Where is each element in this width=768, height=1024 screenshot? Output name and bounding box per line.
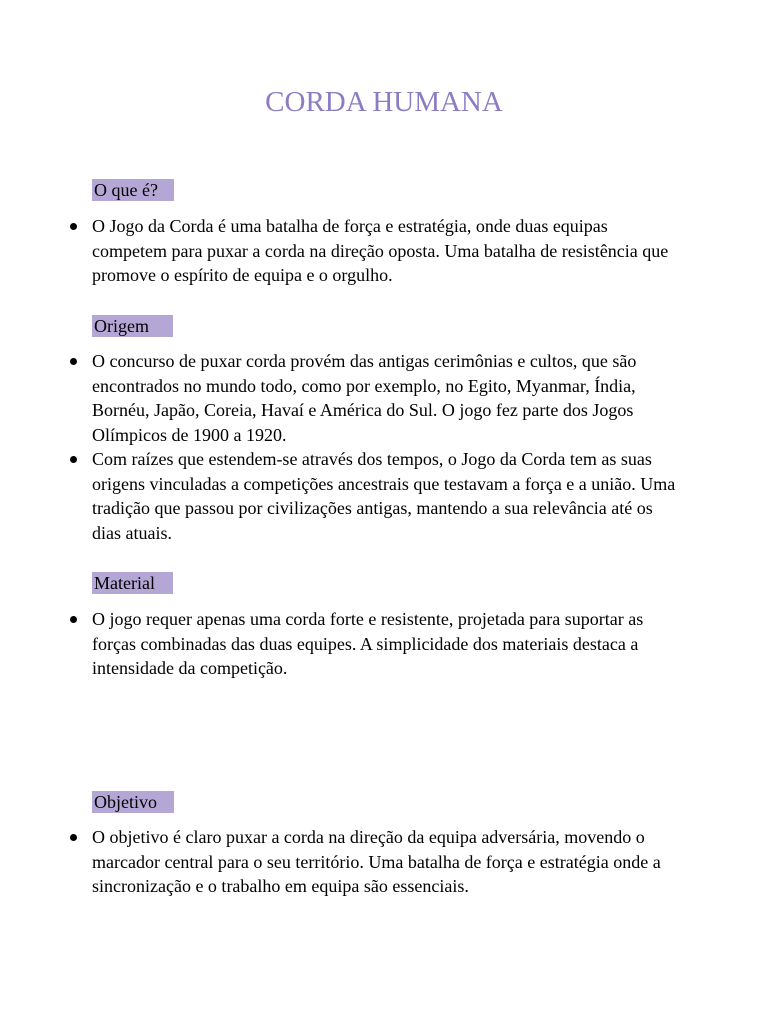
document-title: CORDA HUMANA (265, 86, 503, 118)
bullet-text: O Jogo da Corda é uma batalha de força e estratégia, onde duas equipas competem para puxar a corda na direção oposta. Uma batalha de resistência que promove o espírito de equipa e o orgulho. (92, 216, 669, 285)
bullet-text: Com raízes que estendem-se através dos tempos, o Jogo da Corda tem as suas origens vinculadas a competições ancestrais que testavam a força e a união. Uma tradição que passou por civilizações antigas, mantendo a sua relevância até os dias atuais. (92, 449, 676, 543)
bullet-text: O jogo requer apenas uma corda forte e resistente, projetada para suportar as forças combinadas das duas equipes. A simplicidade dos materiais destaca a intensidade da competição. (92, 609, 644, 678)
section-heading-material: Material (92, 572, 173, 594)
list-item (0, 825, 768, 899)
bullet-list-objetivo (0, 825, 768, 899)
list-item (0, 214, 768, 288)
list-item (0, 607, 768, 681)
bullet-dot-icon (70, 456, 77, 463)
bullet-list-material (0, 607, 768, 681)
bullet-dot-icon (70, 223, 77, 230)
bullet-text: O objetivo é claro puxar a corda na direção da equipa adversária, movendo o marcador central para o seu território. Uma batalha de força e estratégia onde a sincronização e o trabalho em equipa são essenciais. (92, 827, 661, 896)
list-item (0, 447, 768, 545)
bullet-dot-icon (70, 358, 77, 365)
section-heading-objetivo: Objetivo (92, 791, 174, 813)
list-item (0, 349, 768, 447)
section-heading-origem: Origem (92, 315, 173, 337)
bullet-dot-icon (70, 834, 77, 841)
bullet-list-o-que-e (0, 214, 768, 288)
bullet-dot-icon (70, 616, 77, 623)
bullet-list-origem (0, 349, 768, 545)
bullet-text: O concurso de puxar corda provém das antigas cerimônias e cultos, que são encontrados no mundo todo, como por exemplo, no Egito, Myanmar, Índia, Bornéu, Japão, Coreia, Havaí e América do Sul. O jogo fez parte dos Jogos Olímpicos de 1900 a 1920. (92, 351, 637, 445)
section-heading-o-que-e: O que é? (92, 179, 174, 201)
